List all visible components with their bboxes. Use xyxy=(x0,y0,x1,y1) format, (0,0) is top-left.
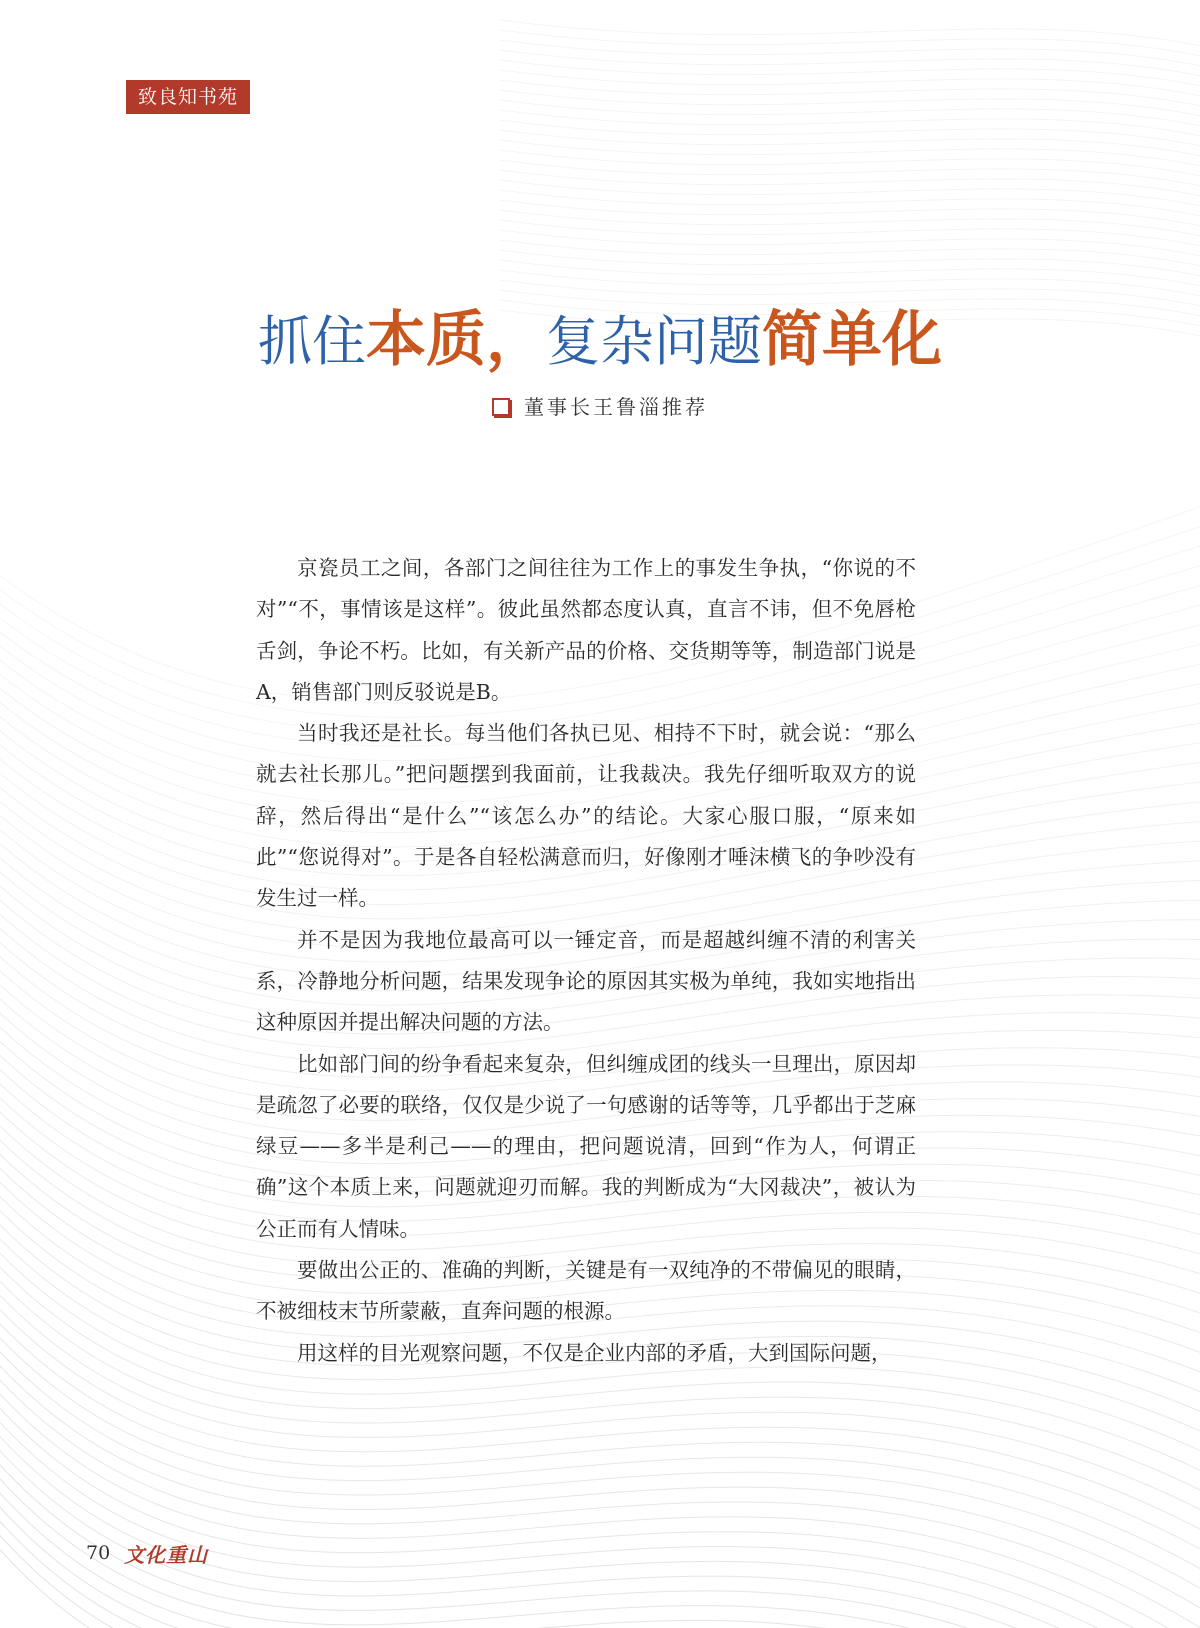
wave-line-top xyxy=(500,150,1200,180)
title-part-1: 抓住 xyxy=(258,310,366,373)
wave-line-top xyxy=(500,200,1200,230)
wave-line-top xyxy=(500,60,1200,90)
wave-line-top xyxy=(500,80,1200,110)
wave-line-top xyxy=(500,100,1200,130)
wave-line xyxy=(0,1512,1200,1628)
wave-line-top xyxy=(500,240,1200,270)
article-body xyxy=(256,548,916,1374)
wave-line-top xyxy=(500,30,1200,60)
subtitle-text: 董事长王鲁淄推荐 xyxy=(524,395,708,419)
wave-line xyxy=(0,1386,1200,1628)
page-number: 70 xyxy=(86,1542,111,1564)
wave-line-top xyxy=(500,170,1200,200)
title-part-4: 简单化 xyxy=(762,305,942,375)
paragraph: 比如部门间的纷争看起来复杂，但纠缠成团的线头一旦理出，原因却是疏忽了必要的联络，仅仅是少说了一句感谢的话等等，几乎都出于芝麻绿豆——多半是利己——的理由，把问题说清，回到“作为人，何谓正确”这个本质上来，问题就迎刃而解。我的判断成为“大冈裁决”，被认为公正而有人情味。 xyxy=(256,1051,916,1241)
page-footer xyxy=(86,1536,208,1570)
title-part-2: 本质， xyxy=(366,305,546,375)
wave-line-top xyxy=(500,220,1200,250)
wave-line-top xyxy=(500,130,1200,160)
article-title xyxy=(0,300,1200,382)
paragraph: 当时我还是社长。每当他们各执已见、相持不下时，就会说：“那么就去社长那儿。”把问题摆到我面前，让我裁决。我先仔细听取双方的说辞，然后得出“是什么”“该怎么办”的结论。大家心服口服，“原来如此”“您说得对”。于是各自轻松满意而归，好像刚才唾沫横飞的争吵没有发生过一样。 xyxy=(256,721,916,911)
paragraph: 用这样的目光观察问题，不仅是企业内部的矛盾，大到国际问题， xyxy=(297,1340,892,1365)
wave-line-top xyxy=(500,50,1200,80)
title-part-3: 复杂问题 xyxy=(546,310,762,373)
wave-line-top xyxy=(500,110,1200,140)
wave-line xyxy=(0,1400,1200,1628)
wave-line-top xyxy=(500,250,1200,280)
wave-line-top xyxy=(500,120,1200,150)
wave-line-top xyxy=(500,260,1200,290)
wave-line-top xyxy=(500,20,1200,50)
wave-line-top xyxy=(500,40,1200,70)
wave-line-top xyxy=(500,270,1200,300)
column-tag: 致良知书苑 xyxy=(126,80,250,114)
square-bullet-icon xyxy=(492,398,510,416)
paragraph: 要做出公正的、准确的判断，关键是有一双纯净的不带偏见的眼睛，不被细枝末节所蒙蔽，直奔问题的根源。 xyxy=(256,1258,916,1324)
wave-line-top xyxy=(500,230,1200,260)
wave-line-top xyxy=(500,160,1200,190)
paragraph: 京瓷员工之间，各部门之间往往为工作上的事发生争执，“你说的不对”“不，事情该是这样”。彼此虽然都态度认真，直言不讳，但不免唇枪舌剑，争论不朽。比如，有关新产品的价格、交货期等等，制造部门说是A，销售部门则反驳说是B。 xyxy=(256,556,916,704)
wave-line-top xyxy=(500,180,1200,210)
wave-line xyxy=(0,1372,1200,1628)
wave-line-top xyxy=(500,210,1200,240)
article-subtitle xyxy=(0,392,1200,422)
wave-line-top xyxy=(500,70,1200,100)
wave-line-top xyxy=(500,90,1200,120)
wave-line-top xyxy=(500,190,1200,220)
wave-line-top xyxy=(500,140,1200,170)
paragraph: 并不是因为我地位最高可以一锤定音，而是超越纠缠不清的利害关系，冷静地分析问题，结果发现争论的原因其实极为单纯，我如实地指出这种原因并提出解决问题的方法。 xyxy=(256,927,916,1035)
magazine-logo: 文化重山 xyxy=(124,1542,209,1567)
